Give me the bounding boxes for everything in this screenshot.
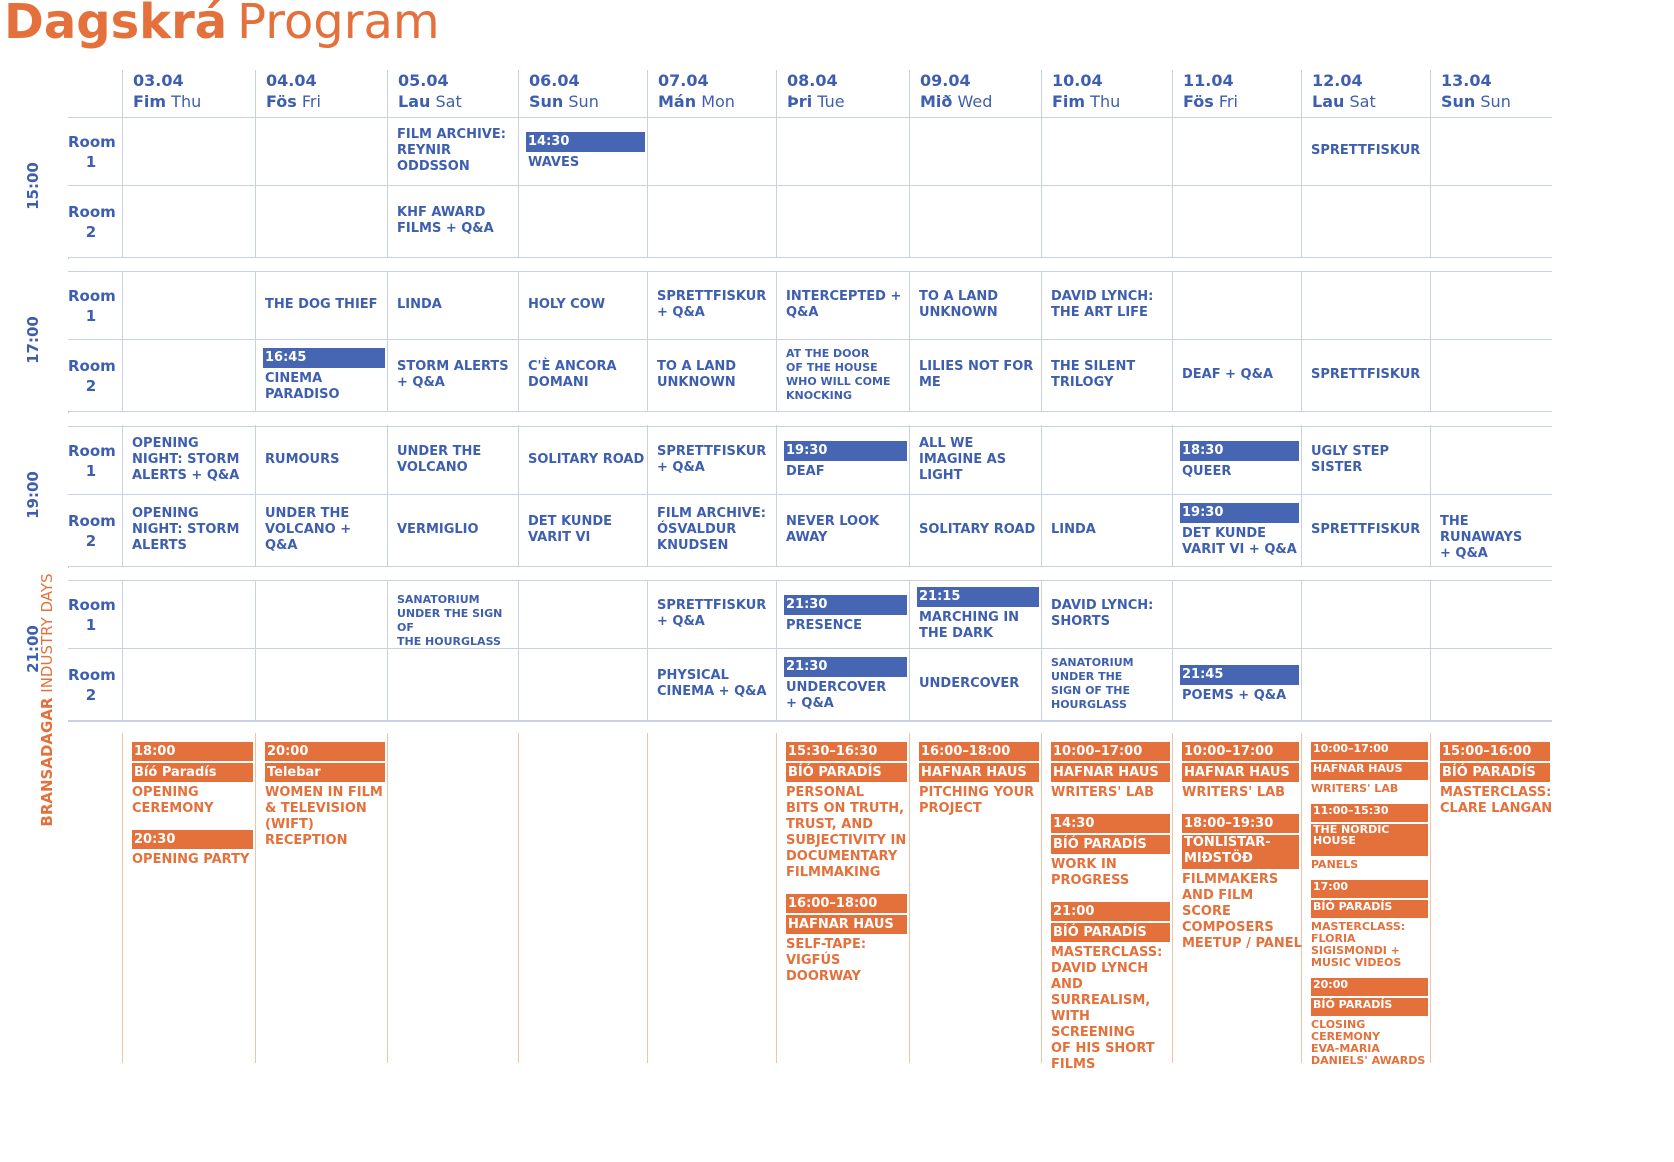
industry-event-description[interactable]: SELF-TAPE: VIGFÚS DOORWAY (786, 937, 867, 984)
screening-title[interactable]: STORM ALERTS + Q&A (397, 359, 509, 390)
industry-event-venue: BÍÓ PARADÍS (1051, 923, 1170, 942)
industry-event-venue: HAFNAR HAUS (786, 915, 907, 934)
day-name-english: Fri (296, 92, 321, 111)
room-label: Room 1 (68, 442, 116, 480)
room-label: Room 1 (68, 287, 116, 325)
day-header-06.04 (529, 70, 599, 112)
industry-days-label (38, 570, 56, 830)
row-divider (68, 648, 1552, 649)
screening-title[interactable]: UNDERCOVER (919, 676, 1020, 691)
screening-time: 19:30 (1180, 503, 1299, 523)
screening-title[interactable]: AT THE DOOR OF THE HOUSE WHO WILL COME KNOCKING (786, 347, 891, 402)
industry-column-divider (387, 733, 388, 1063)
industry-event-description[interactable]: WRITERS' LAB (1182, 785, 1286, 800)
screening-title[interactable]: UNDER THE VOLCANO + Q&A (265, 506, 352, 553)
screening-time: 18:30 (1180, 441, 1299, 461)
row-divider (68, 271, 1552, 272)
screening-title[interactable]: DAVID LYNCH: THE ART LIFE (1051, 289, 1154, 320)
day-name-icelandic: Fös (1183, 92, 1214, 111)
industry-event-venue: BÍÓ PARADÍS (1311, 900, 1428, 918)
room-label: Room 1 (68, 596, 116, 634)
day-header-11.04 (1183, 70, 1238, 112)
day-name-english: Mon (696, 92, 735, 111)
industry-event-venue: BÍÓ PARADÍS (1440, 763, 1550, 782)
screening-title[interactable]: SANATORIUM UNDER THE SIGN OF THE HOURGLASS (1051, 656, 1134, 711)
industry-event-description[interactable]: WORK IN PROGRESS (1051, 857, 1130, 888)
screening-title[interactable]: DEAF (786, 464, 825, 479)
screening-title[interactable]: THE DOG THIEF (265, 297, 378, 312)
column-divider (1301, 70, 1302, 720)
industry-event-description[interactable]: WRITERS' LAB (1051, 785, 1155, 800)
screening-title[interactable]: PHYSICAL CINEMA + Q&A (657, 668, 767, 699)
industry-event-description[interactable]: WRITERS' LAB (1311, 782, 1399, 795)
screening-title[interactable]: OPENING NIGHT: STORM ALERTS (132, 506, 240, 553)
industry-column-divider (647, 733, 648, 1063)
screening-title[interactable]: SANATORIUM UNDER THE SIGN OF THE HOURGLASS (397, 593, 503, 648)
screening-title[interactable]: SPRETTFISKUR + Q&A (657, 289, 767, 320)
industry-column-divider (909, 733, 910, 1063)
screening-title[interactable]: SPRETTFISKUR + Q&A (657, 444, 767, 475)
industry-event-time: 20:00 (265, 742, 385, 761)
industry-event-venue: THE NORDIC HOUSE (1311, 824, 1428, 856)
screening-title[interactable]: RUMOURS (265, 452, 340, 467)
industry-event-time: 16:00–18:00 (786, 894, 907, 913)
page-title (4, 0, 440, 54)
day-name-english: Wed (952, 92, 993, 111)
screening-title[interactable]: SOLITARY ROAD (528, 452, 645, 467)
screening-title[interactable]: LILIES NOT FOR ME (919, 359, 1034, 390)
screening-title[interactable]: FILM ARCHIVE: ÓSVALDUR KNUDSEN (657, 506, 766, 553)
day-name-icelandic: Fim (1052, 92, 1086, 111)
day-name-english: Thu (1085, 92, 1121, 111)
industry-column-divider (776, 733, 777, 1063)
screening-time: 21:15 (917, 587, 1039, 607)
day-name-icelandic: Mán (658, 92, 697, 111)
day-date: 13.04 (1441, 71, 1492, 90)
industry-event-venue: HAFNAR HAUS (919, 763, 1039, 782)
industry-event-time: 20:00 (1311, 978, 1428, 996)
screening-title[interactable]: NEVER LOOK AWAY (786, 514, 880, 545)
industry-event-description[interactable]: WOMEN IN FILM & TELEVISION (WIFT) RECEPTION (265, 785, 383, 848)
day-date: 08.04 (787, 71, 838, 90)
time-slot-label: 15:00 (24, 162, 42, 210)
slot-gap (69, 412, 1553, 425)
day-name-icelandic: Þri (787, 92, 813, 111)
screening-time: 14:30 (526, 132, 645, 152)
title-english: Program (237, 0, 440, 50)
day-name-icelandic: Mið (920, 92, 953, 111)
day-header-04.04 (266, 70, 321, 112)
industry-event-time: 14:30 (1051, 814, 1170, 833)
day-name-english: Tue (812, 92, 845, 111)
day-date: 03.04 (133, 71, 184, 90)
screening-title[interactable]: MARCHING IN THE DARK (919, 610, 1020, 641)
industry-column-divider (518, 733, 519, 1063)
screening-title[interactable]: UNDER THE VOLCANO (397, 444, 482, 475)
industry-event-description[interactable]: CLOSING CEREMONY EVA-MARIA DANIELS' AWARDS (1311, 1018, 1426, 1067)
industry-event-venue: BÍÓ PARADÍS (1051, 835, 1170, 854)
industry-event-description[interactable]: PITCHING YOUR PROJECT (919, 785, 1035, 816)
screening-title[interactable]: SPRETTFISKUR (1311, 367, 1421, 382)
screening-title[interactable]: SPRETTFISKUR (1311, 522, 1421, 537)
screening-time: 21:45 (1180, 665, 1299, 685)
screening-title[interactable]: DAVID LYNCH: SHORTS (1051, 598, 1154, 629)
day-date: 12.04 (1312, 71, 1363, 90)
room-label: Room 2 (68, 357, 116, 395)
day-header-05.04 (398, 70, 462, 112)
industry-event-time: 15:00–16:00 (1440, 742, 1550, 761)
industry-event-time: 16:00–18:00 (919, 742, 1039, 761)
screening-title[interactable]: POEMS + Q&A (1182, 688, 1287, 703)
screening-title[interactable]: SOLITARY ROAD (919, 522, 1036, 537)
day-date: 09.04 (920, 71, 971, 90)
day-name-english: Sun (1475, 92, 1511, 111)
screening-title[interactable]: DET KUNDE VARIT VI + Q&A (1182, 526, 1297, 557)
screening-title[interactable]: FILM ARCHIVE: REYNIR ODDSSON (397, 127, 506, 174)
industry-event-description[interactable]: FILMMAKERS AND FILM SCORE COMPOSERS MEETUP / PANEL (1182, 872, 1302, 951)
day-name-english: Sat (1344, 92, 1376, 111)
screening-title[interactable]: THE SILENT TRILOGY (1051, 359, 1136, 390)
day-name-english: Fri (1213, 92, 1238, 111)
screening-time: 19:30 (784, 441, 907, 461)
day-name-icelandic: Lau (398, 92, 431, 111)
industry-column-divider (1041, 733, 1042, 1063)
industry-column-divider (122, 733, 123, 1063)
day-name-english: Thu (166, 92, 202, 111)
row-divider (68, 494, 1552, 495)
time-slot-label: 19:00 (24, 471, 42, 519)
screening-title[interactable]: TO A LAND UNKNOWN (919, 289, 999, 320)
screening-title[interactable]: QUEER (1182, 464, 1232, 479)
day-date: 04.04 (266, 71, 317, 90)
day-name-icelandic: Lau (1312, 92, 1345, 111)
screening-title[interactable]: UGLY STEP SISTER (1311, 444, 1390, 475)
screening-title[interactable]: CINEMA PARADISO (265, 371, 340, 402)
row-divider (68, 185, 1552, 186)
industry-event-venue: Telebar (265, 763, 385, 782)
screening-title[interactable]: PRESENCE (786, 618, 862, 633)
industry-event-description[interactable]: OPENING PARTY (132, 852, 250, 867)
screening-title[interactable]: LINDA (1051, 522, 1096, 537)
industry-event-description[interactable]: MASTERCLASS: CLARE LANGAN (1440, 785, 1553, 816)
industry-event-time: 10:00–17:00 (1182, 742, 1299, 761)
screening-time: 21:30 (784, 595, 907, 615)
day-date: 11.04 (1183, 71, 1234, 90)
day-name-icelandic: Fim (133, 92, 167, 111)
day-header-03.04 (133, 70, 201, 112)
industry-label-icelandic: BRANSADAGAR (38, 697, 56, 827)
day-header-10.04 (1052, 70, 1120, 112)
screening-title[interactable]: INTERCEPTED + Q&A (786, 289, 902, 320)
screening-title[interactable]: ALL WE IMAGINE AS LIGHT (919, 436, 1007, 483)
industry-event-venue: HAFNAR HAUS (1051, 763, 1170, 782)
screening-title[interactable]: LINDA (397, 297, 442, 312)
column-divider (122, 70, 123, 720)
row-divider (68, 720, 1552, 722)
industry-event-time: 18:00–19:30 (1182, 814, 1299, 833)
slot-gap (69, 567, 1553, 580)
day-name-english: Sun (563, 92, 599, 111)
screening-title[interactable]: SPRETTFISKUR (1311, 143, 1421, 158)
room-label: Room 2 (68, 203, 116, 241)
day-date: 05.04 (398, 71, 449, 90)
room-label: Room 2 (68, 512, 116, 550)
industry-event-time: 18:00 (132, 742, 253, 761)
screening-title[interactable]: TO A LAND UNKNOWN (657, 359, 737, 390)
room-label: Room 1 (68, 133, 116, 171)
industry-event-description[interactable]: MASTERCLASS: FLORIA SIGISMONDI + MUSIC VIDEOS (1311, 920, 1406, 969)
industry-event-venue: BÍÓ PARADÍS (786, 763, 907, 782)
day-header-12.04 (1312, 70, 1376, 112)
day-date: 06.04 (529, 71, 580, 90)
screening-title[interactable]: KHF AWARD FILMS + Q&A (397, 205, 494, 236)
day-header-08.04 (787, 70, 845, 112)
industry-event-time: 20:30 (132, 830, 253, 849)
screening-title[interactable]: SPRETTFISKUR + Q&A (657, 598, 767, 629)
slot-gap (69, 258, 1553, 271)
industry-event-time: 17:00 (1311, 880, 1428, 898)
industry-event-time: 10:00–17:00 (1051, 742, 1170, 761)
day-header-07.04 (658, 70, 735, 112)
row-divider (68, 580, 1552, 581)
industry-event-description[interactable]: OPENING CEREMONY (132, 785, 214, 816)
day-header-09.04 (920, 70, 992, 112)
industry-column-divider (255, 733, 256, 1063)
room-label: Room 2 (68, 666, 116, 704)
day-name-icelandic: Sun (1441, 92, 1476, 111)
screening-title[interactable]: DEAF + Q&A (1182, 367, 1274, 382)
screening-title[interactable]: DET KUNDE VARIT VI (528, 514, 613, 545)
screening-title[interactable]: C'È ANCORA DOMANI (528, 359, 617, 390)
industry-event-venue: Bíó Paradís (132, 763, 253, 782)
industry-event-time: 10:00–17:00 (1311, 742, 1428, 760)
screening-title[interactable]: WAVES (528, 155, 580, 170)
industry-event-venue: HAFNAR HAUS (1311, 762, 1428, 780)
title-icelandic: Dagskrá (4, 0, 228, 50)
industry-event-venue: TÓNLISTAR- MIÐSTÖÐ (1182, 835, 1299, 869)
day-date: 10.04 (1052, 71, 1103, 90)
industry-event-time: 21:00 (1051, 902, 1170, 921)
industry-event-venue: BÍÓ PARADÍS (1311, 998, 1428, 1016)
industry-event-description[interactable]: PERSONAL BITS ON TRUTH, TRUST, AND SUBJECTIVITY IN DOCUMENTARY FILMMAKING (786, 785, 907, 880)
industry-event-description[interactable]: MASTERCLASS: DAVID LYNCH AND SURREALISM, WITH SCREENING OF HIS SHORT FILMS (1051, 945, 1163, 1072)
screening-title[interactable]: OPENING NIGHT: STORM ALERTS + Q&A (132, 436, 240, 483)
industry-event-venue: HAFNAR HAUS (1182, 763, 1299, 782)
industry-label-english: INDUSTRY DAYS (38, 573, 56, 693)
time-slot-label: 21:00 (24, 625, 42, 673)
industry-event-time: 15:30–16:30 (786, 742, 907, 761)
industry-event-time: 11:00–15:30 (1311, 804, 1428, 822)
row-divider (68, 117, 1552, 118)
day-name-icelandic: Sun (529, 92, 564, 111)
screening-title[interactable]: UNDERCOVER + Q&A (786, 680, 887, 711)
day-header-13.04 (1441, 70, 1511, 112)
industry-event-description[interactable]: PANELS (1311, 858, 1359, 871)
screening-title[interactable]: HOLY COW (528, 297, 606, 312)
column-divider (255, 70, 256, 720)
time-slot-label: 17:00 (24, 316, 42, 364)
screening-title[interactable]: VERMIGLIO (397, 522, 479, 537)
screening-time: 21:30 (784, 657, 907, 677)
day-name-english: Sat (430, 92, 462, 111)
screening-time: 16:45 (263, 348, 385, 368)
day-date: 07.04 (658, 71, 709, 90)
column-divider (1430, 70, 1431, 720)
row-divider (68, 426, 1552, 427)
day-name-icelandic: Fös (266, 92, 297, 111)
screening-title[interactable]: THE RUNAWAYS + Q&A (1440, 514, 1523, 561)
row-divider (68, 339, 1552, 340)
